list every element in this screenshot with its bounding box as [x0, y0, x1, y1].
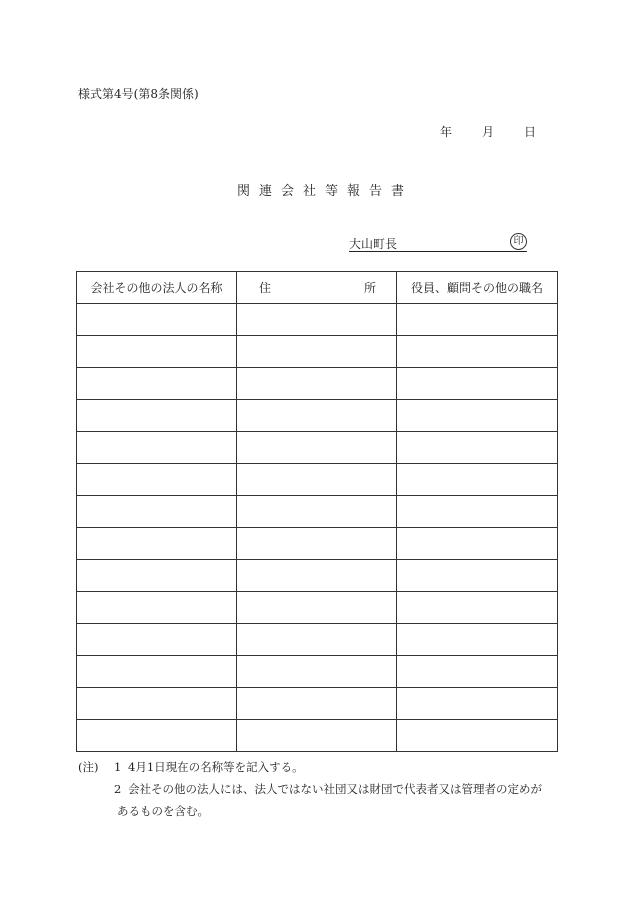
cell-address[interactable]: [237, 528, 397, 560]
note-continuation: あるものを含む。: [117, 804, 209, 818]
notes-section: [78, 756, 542, 822]
cell-position[interactable]: [397, 560, 558, 592]
cell-position[interactable]: [397, 464, 558, 496]
cell-position[interactable]: [397, 336, 558, 368]
cell-address[interactable]: [237, 368, 397, 400]
table-row: [77, 432, 558, 464]
cell-position[interactable]: [397, 432, 558, 464]
cell-company-name[interactable]: [77, 656, 237, 688]
cell-position[interactable]: [397, 656, 558, 688]
table-row: [77, 560, 558, 592]
cell-company-name[interactable]: [77, 400, 237, 432]
form-number: 様式第4号(第8条関係): [78, 87, 199, 101]
cell-company-name[interactable]: [77, 368, 237, 400]
column-header-company-name: 会社その他の法人の名称: [77, 272, 237, 304]
table-row: [77, 336, 558, 368]
cell-position[interactable]: [397, 720, 558, 752]
cell-address[interactable]: [237, 336, 397, 368]
table-row: [77, 528, 558, 560]
date-year-label: 年: [440, 125, 453, 139]
cell-company-name[interactable]: [77, 720, 237, 752]
cell-address[interactable]: [237, 720, 397, 752]
note-item: [78, 778, 542, 800]
cell-company-name[interactable]: [77, 592, 237, 624]
note-number: 1: [114, 760, 122, 774]
cell-address[interactable]: [237, 304, 397, 336]
cell-company-name[interactable]: [77, 336, 237, 368]
cell-address[interactable]: [237, 400, 397, 432]
cell-position[interactable]: [397, 368, 558, 400]
cell-address[interactable]: [237, 592, 397, 624]
note-text: 4月1日現在の名称等を記入する。: [128, 760, 304, 774]
cell-address[interactable]: [237, 464, 397, 496]
table-row: [77, 464, 558, 496]
table-row: [77, 656, 558, 688]
seal-mark: 印: [510, 233, 527, 250]
column-header-position: 役員、顧問その他の職名: [397, 272, 558, 304]
cell-company-name[interactable]: [77, 688, 237, 720]
date-day-label: 日: [524, 125, 537, 139]
table-row: [77, 624, 558, 656]
table-row: [77, 496, 558, 528]
table-header-row: [77, 272, 558, 304]
cell-company-name[interactable]: [77, 624, 237, 656]
related-company-table: [76, 271, 558, 752]
table-row: [77, 720, 558, 752]
table-row: [77, 304, 558, 336]
cell-company-name[interactable]: [77, 496, 237, 528]
table-row: [77, 400, 558, 432]
cell-address[interactable]: [237, 688, 397, 720]
column-header-address-part1: 住: [259, 281, 272, 295]
notes-label: (注): [78, 760, 99, 774]
cell-position[interactable]: [397, 688, 558, 720]
date-line: [440, 123, 536, 140]
cell-position[interactable]: [397, 592, 558, 624]
table-row: [77, 688, 558, 720]
cell-position[interactable]: [397, 528, 558, 560]
column-header-address-part2: 所: [363, 281, 376, 295]
cell-position[interactable]: [397, 304, 558, 336]
document-title: 関連会社等報告書: [237, 184, 414, 199]
cell-address[interactable]: [237, 624, 397, 656]
cell-company-name[interactable]: [77, 560, 237, 592]
recipient-line: [349, 233, 527, 252]
cell-position[interactable]: [397, 496, 558, 528]
table-row: [77, 368, 558, 400]
cell-position[interactable]: [397, 624, 558, 656]
cell-position[interactable]: [397, 400, 558, 432]
table-row: [77, 592, 558, 624]
cell-company-name[interactable]: [77, 432, 237, 464]
note-text: 会社その他の法人には、法人ではない社団又は財団で代表者又は管理者の定めが: [128, 782, 542, 796]
note-item: [78, 756, 542, 778]
cell-address[interactable]: [237, 496, 397, 528]
cell-address[interactable]: [237, 560, 397, 592]
date-month-label: 月: [482, 125, 495, 139]
cell-company-name[interactable]: [77, 528, 237, 560]
cell-address[interactable]: [237, 432, 397, 464]
cell-company-name[interactable]: [77, 464, 237, 496]
recipient-name: 大山町長: [349, 237, 398, 251]
column-header-address: [237, 272, 397, 304]
note-number: 2: [114, 782, 122, 796]
cell-address[interactable]: [237, 656, 397, 688]
cell-company-name[interactable]: [77, 304, 237, 336]
